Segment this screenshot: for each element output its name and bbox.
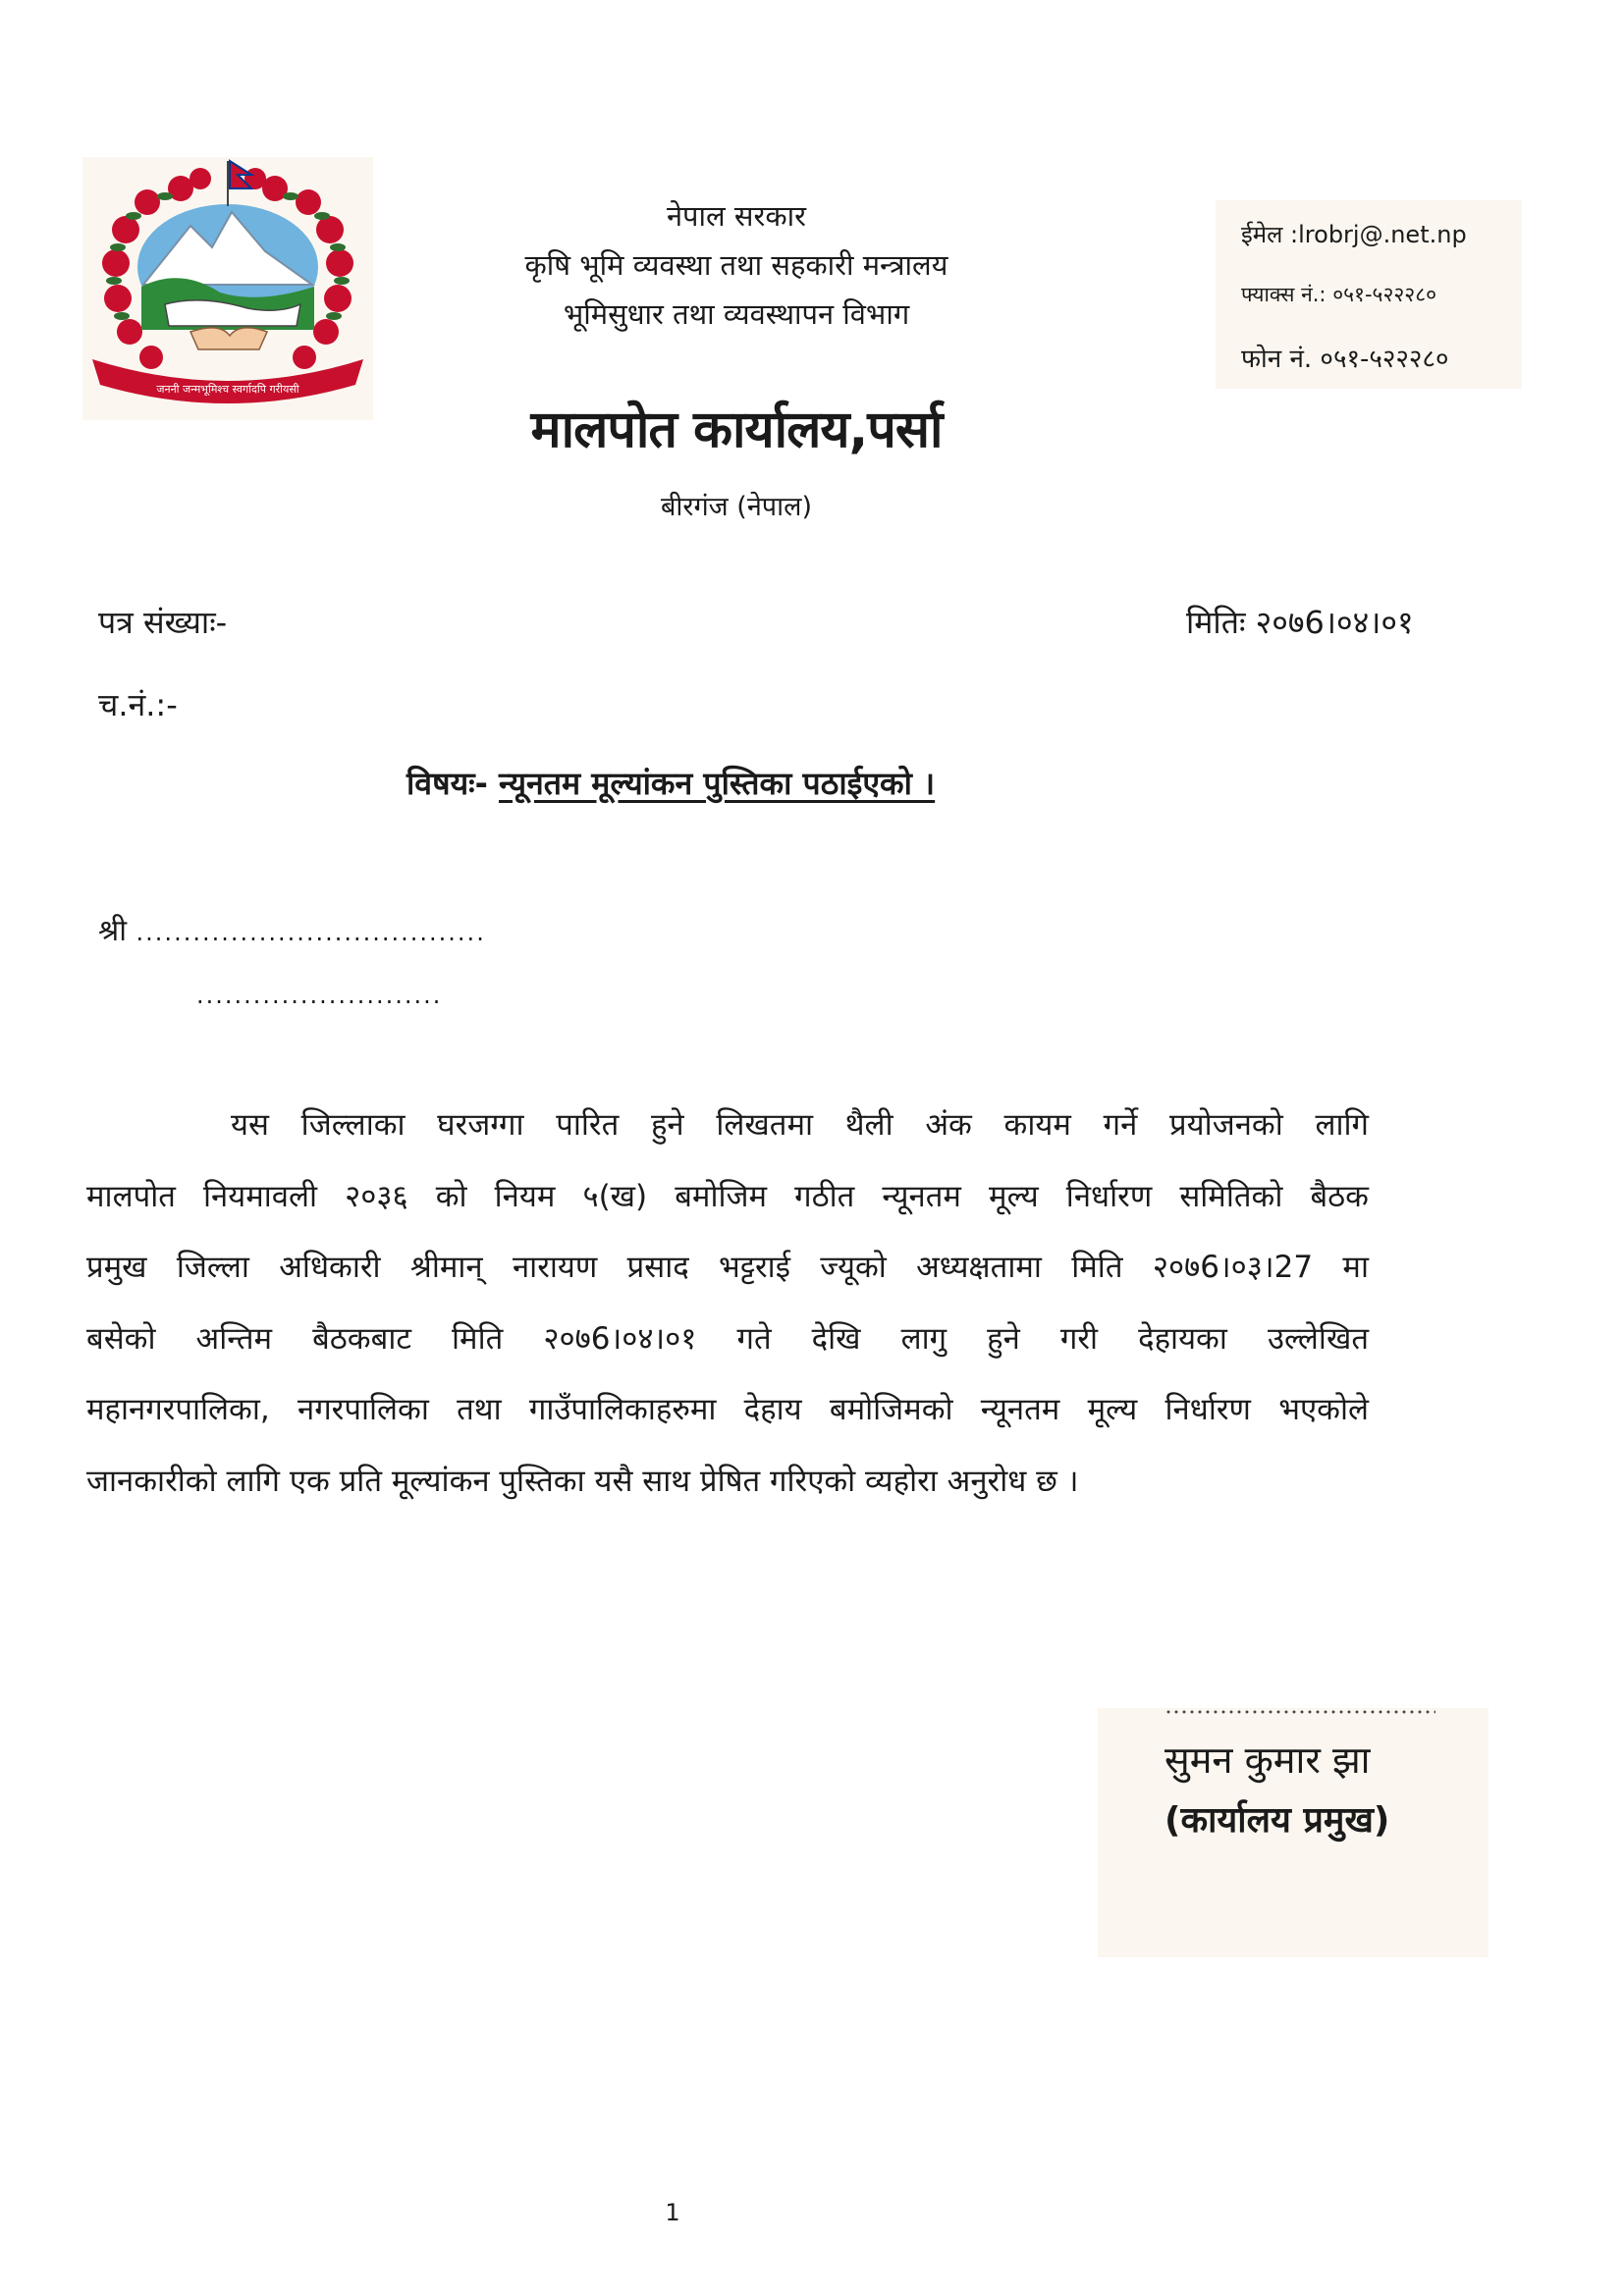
signatory-name: सुमन कुमार झा bbox=[1164, 1738, 1371, 1782]
department-name: भूमिसुधार तथा व्यवस्थापन विभाग bbox=[563, 297, 910, 331]
letter-number-label: पत्र संख्याः- bbox=[98, 604, 228, 641]
contact-box bbox=[1216, 200, 1522, 389]
emblem-motto: जननी जन्मभूमिश्च स्वर्गादपि गरीयसी bbox=[156, 383, 299, 396]
office-title: मालपोत कार्यालय,पर्सा bbox=[530, 400, 943, 459]
letter-body bbox=[86, 1090, 1369, 1517]
body-line: प्रमुख जिल्ला अधिकारी श्रीमान् नारायण प्रसाद भट्टराई ज्यूको अध्यक्षतामा मिति २०७6।०३।27 मा bbox=[86, 1250, 1369, 1285]
body-line: महानगरपालिका, नगरपालिका तथा गाउँपालिकाहरुमा देहाय बमोजिमको न्यूनतम मूल्य निर्धारण भएकोले bbox=[86, 1392, 1369, 1427]
body-line: जानकारीको लागि एक प्रति मूल्यांकन पुस्तिका यसै साथ प्रेषित गरिएको व्यहोरा अनुरोध छ । bbox=[86, 1463, 1079, 1499]
contact-email: ईमेल :lrobrj@.net.np bbox=[1241, 221, 1467, 248]
signature-box bbox=[1098, 1708, 1489, 1957]
government-name: नेपाल सरकार bbox=[666, 199, 807, 233]
office-city: बीरगंज (नेपाल) bbox=[661, 492, 812, 522]
letter-date: मितिः २०७6।०४।०१ bbox=[1186, 604, 1414, 641]
body-line: बसेको अन्तिम बैठकबाट मिति २०७6।०४।०१ गते देखि लागु हुने गरी देहायका उल्लेखित bbox=[86, 1320, 1369, 1357]
body-line: यस जिल्लाका घरजग्गा पारित हुने लिखतमा थैली अंक कायम गर्ने प्रयोजनको लागि bbox=[231, 1107, 1369, 1143]
subject-line bbox=[406, 762, 935, 804]
ministry-name: कृषि भूमि व्यवस्था तथा सहकारी मन्त्रालय bbox=[524, 248, 948, 282]
addressee-placeholder-2: .......................... bbox=[196, 982, 443, 1009]
dispatch-number-label: च.नं.:- bbox=[98, 686, 178, 723]
page-number: 1 bbox=[665, 2199, 680, 2226]
subject-label: विषयः- bbox=[406, 765, 488, 802]
contact-fax: फ्याक्स नं.: ०५१-५२२२८० bbox=[1241, 283, 1437, 306]
signature-line bbox=[1164, 1708, 1435, 1716]
signatory-title: (कार्यालय प्रमुख) bbox=[1164, 1800, 1390, 1841]
addressee-prefix: श्री bbox=[98, 914, 136, 948]
addressee-line bbox=[98, 909, 486, 949]
contact-phone: फोन नं. ०५१-५२२२८० bbox=[1241, 345, 1449, 374]
subject-text: न्यूनतम मूल्यांकन पुस्तिका पठाईएको । bbox=[499, 765, 936, 802]
addressee-placeholder: ..................................... bbox=[135, 919, 486, 946]
nepal-government-emblem bbox=[82, 157, 373, 420]
body-line: मालपोत नियमावली २०३६ को नियम ५(ख) बमोजिम गठीत न्यूनतम मूल्य निर्धारण समितिको बैठक bbox=[86, 1178, 1369, 1214]
